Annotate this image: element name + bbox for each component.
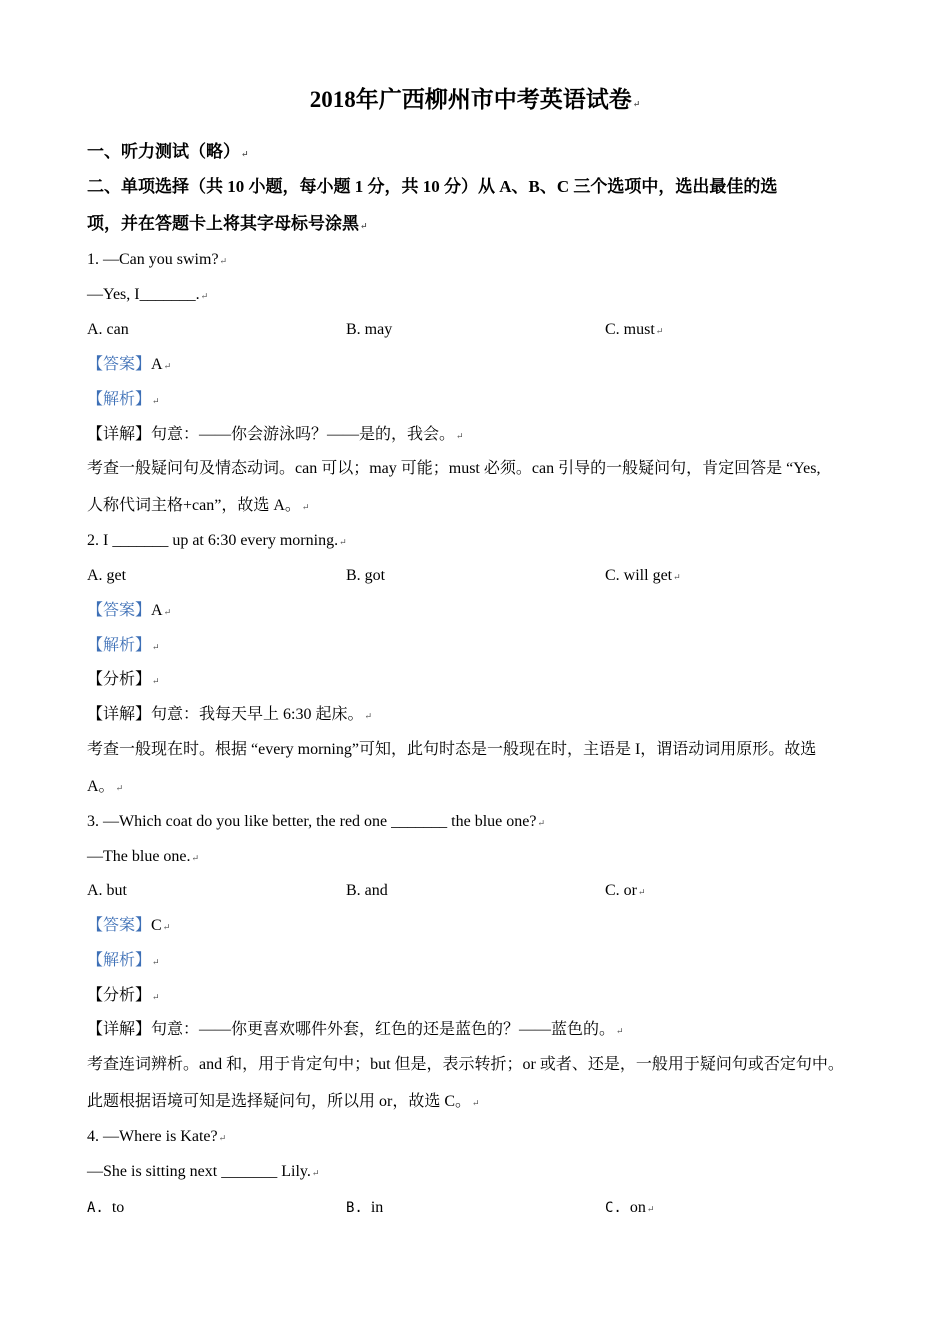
q3-analysis: 【解析】↵ <box>87 952 160 969</box>
q2-option-a: A. get <box>87 567 127 584</box>
q2-detail: 【详解】句意：我每天早上 6:30 起床。↵ <box>87 706 373 723</box>
q1-option-b: B. may <box>346 321 393 338</box>
q1-option-c: C. must↵ <box>605 321 664 338</box>
q1-explanation: 考查一般疑问句及情态动词。can 可以；may 可能；must 必须。can 引导的一般疑问句，肯定回答是 “Yes, <box>87 460 821 477</box>
q4-reply: —She is sitting next _______ Lily.↵ <box>87 1163 320 1180</box>
q3-explanation: 考查连词辨析。and 和，用于肯定句中；but 但是，表示转折；or 或者、还是，一般用于疑问句或否定句中。 <box>87 1056 844 1073</box>
q3-option-a: A. but <box>87 882 127 899</box>
q2-stem: 2. I _______ up at 6:30 every morning.↵ <box>87 532 347 549</box>
q1-option-a: A. can <box>87 321 129 338</box>
q1-analysis: 【解析】↵ <box>87 391 160 408</box>
q2-explanation-cont: A。↵ <box>87 778 124 795</box>
q1-answer: 【答案】A↵ <box>87 356 172 373</box>
q3-reply: —The blue one.↵ <box>87 848 200 865</box>
q3-explanation-cont: 此题根据语境可知是选择疑问句，所以用 or，故选 C。↵ <box>87 1093 480 1110</box>
section-listening: 一、听力测试（略）↵ <box>87 142 249 161</box>
document-title: 2018年广西柳州市中考英语试卷↵ <box>309 87 641 112</box>
q2-answer: 【答案】A↵ <box>87 602 172 619</box>
q1-detail: 【详解】句意：——你会游泳吗？——是的，我会。↵ <box>87 426 464 443</box>
q2-option-c: C. will get↵ <box>605 567 681 584</box>
q4-option-b: B. in <box>346 1199 384 1216</box>
q2-fenxi: 【分析】↵ <box>87 671 160 688</box>
section-choice-instructions: 二、单项选择（共 10 小题，每小题 1 分，共 10 分）从 A、B、C 三个选项中，选出最佳的选 <box>87 177 778 196</box>
q2-explanation: 考查一般现在时。根据 “every morning”可知，此句时态是一般现在时，主语是 I，谓语动词用原形。故选 <box>87 741 817 758</box>
q3-option-b: B. and <box>346 882 388 899</box>
q4-option-c: C. on↵ <box>605 1199 655 1216</box>
section-choice-instructions-cont: 项，并在答题卡上将其字母标号涂黑↵ <box>87 214 368 233</box>
q3-option-c: C. or↵ <box>605 882 646 899</box>
q3-fenxi: 【分析】↵ <box>87 987 160 1004</box>
q2-option-b: B. got <box>346 567 386 584</box>
q1-reply: —Yes, I_______.↵ <box>87 286 209 303</box>
q3-stem: 3. —Which coat do you like better, the red one _______ the blue one?↵ <box>87 813 545 830</box>
q3-answer: 【答案】C↵ <box>87 917 171 934</box>
q4-stem: 4. —Where is Kate?↵ <box>87 1128 227 1145</box>
q4-option-a: A. to <box>87 1199 125 1216</box>
q2-analysis: 【解析】↵ <box>87 637 160 654</box>
q1-stem: 1. —Can you swim?↵ <box>87 251 228 268</box>
q1-explanation-cont: 人称代词主格+can”，故选 A。↵ <box>87 497 310 514</box>
q3-detail: 【详解】句意：——你更喜欢哪件外套，红色的还是蓝色的？——蓝色的。↵ <box>87 1021 624 1038</box>
